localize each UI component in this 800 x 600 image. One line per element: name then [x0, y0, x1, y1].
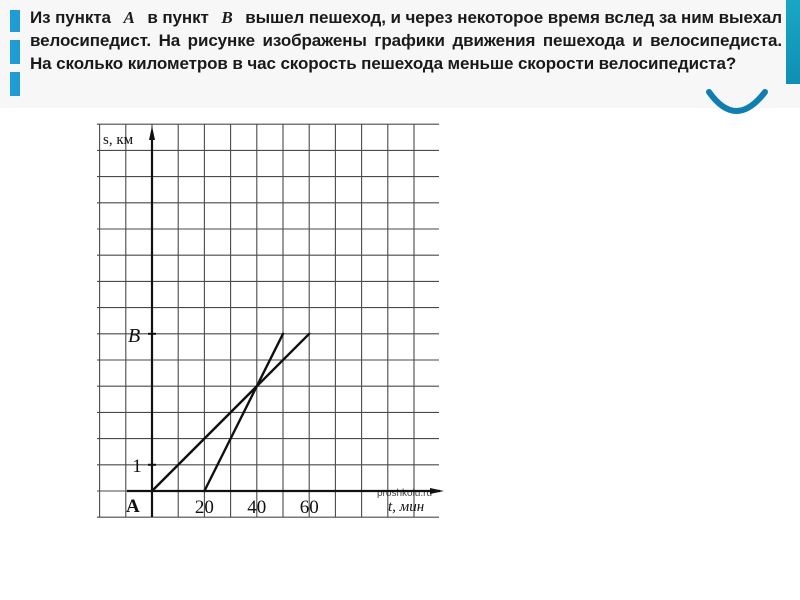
problem-part3: вышел пешеход, и через некоторое время вслед за ним выехал велосипедист. На рисунке изображены графики движения пешехода и велосипедиста. На сколько километров в час скорость пешехода меньше скорости велосипедиста? — [30, 8, 782, 73]
y-axis-label: s, км — [103, 132, 134, 148]
point-b-axis-label: B — [128, 324, 141, 347]
y-axis-arrow — [149, 126, 155, 140]
x-axis-arrow — [430, 488, 444, 494]
chart-grid — [97, 124, 439, 517]
x-tick-label: 20 — [194, 497, 214, 518]
x-axis-label: t, мин — [388, 499, 425, 515]
y-tick-label: 1 — [132, 455, 142, 477]
chart-axes — [127, 126, 444, 517]
point-a-axis-label: A — [126, 496, 140, 517]
x-tick-label: 60 — [299, 497, 319, 518]
watermark: proshkolu.ru — [377, 488, 433, 499]
x-tick-label: 40 — [247, 497, 267, 518]
problem-part2: в пункт — [147, 8, 209, 27]
point-a-label: A — [123, 8, 135, 27]
problem-part1: Из пункта — [30, 8, 111, 27]
point-b-label: B — [221, 8, 233, 27]
